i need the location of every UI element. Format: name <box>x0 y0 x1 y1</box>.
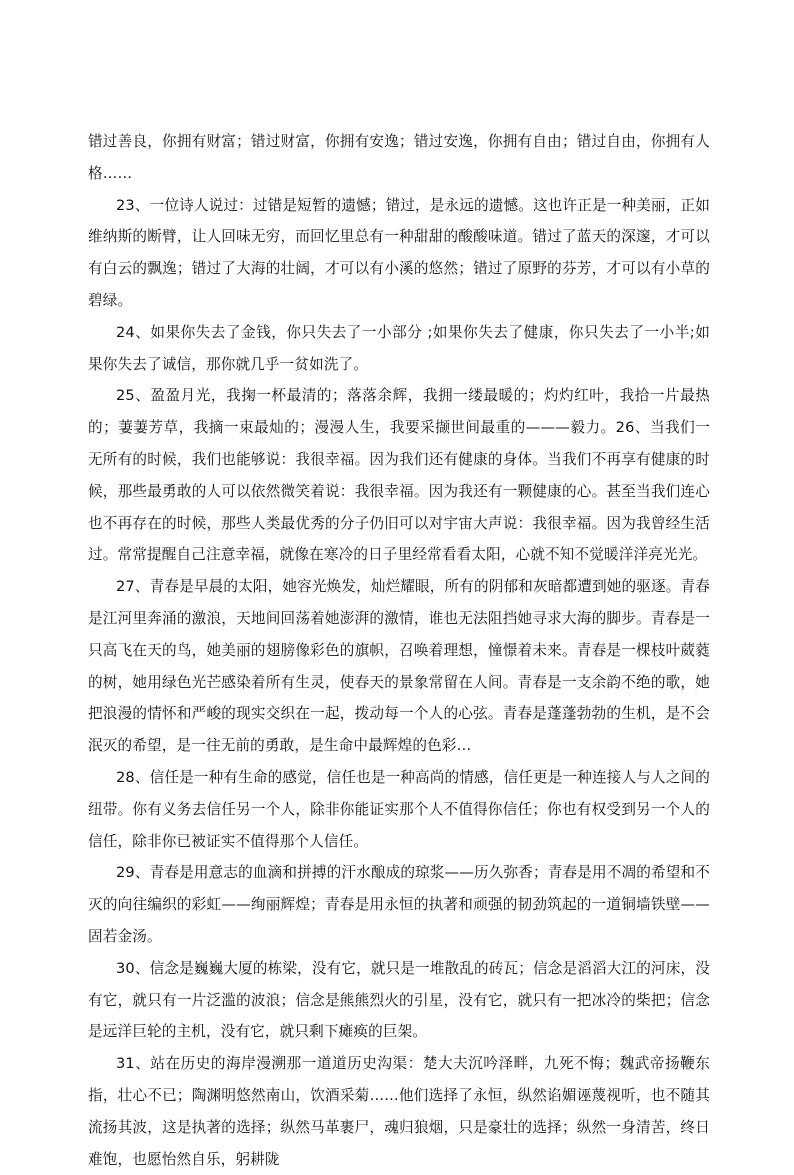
paragraph-continuation: 错过善良，你拥有财富；错过财富，你拥有安逸；错过安逸，你拥有自由；错过自由，你拥有人格…… <box>88 133 710 182</box>
paragraph-31: 31、站在历史的海岸漫溯那一道道历史沟渠：楚大夫沉吟泽畔，九死不悔；魏武帝扬鞭东指，壮心不已；陶渊明悠然南山，饮酒采菊……他们选择了永恒，纵然谄媚诬蔑视听，也不随其流扬其波，这是执著的选择；纵然马革裹尸，魂归狼烟，只是豪壮的选择；纵然一身清苦，终日难饱，也愿怡然自乐，躬耕陇 <box>88 1055 710 1168</box>
paragraph-30: 30、信念是巍巍大厦的栋梁，没有它，就只是一堆散乱的砖瓦；信念是滔滔大江的河床，没有它，就只有一片泛滥的波浪；信念是熊熊烈火的引星，没有它，就只有一把冰冷的柴把；信念是远洋巨轮的主机，没有它，就只剩下瘫痪的巨架。 <box>88 959 710 1041</box>
paragraph-25-26: 25、盈盈月光，我掬一杯最清的；落落余辉，我拥一缕最暖的；灼灼红叶，我拾一片最热的；萋萋芳草，我摘一束最灿的；漫漫人生，我要采撷世间最重的———毅力。26、当我们一无所有的时候，我们也能够说：我很幸福。因为我们还有健康的身体。当我们不再享有健康的时候，那些最勇敢的人可以依然微笑着说：我很幸福。因为我还有一颗健康的心。甚至当我们连心也不再存在的时候，那些人类最优秀的分子仍旧可以对宇宙大声说：我很幸福。因为我曾经生活过。常常提醒自己注意幸福，就像在寒冷的日子里经常看看太阳，心就不知不觉暖洋洋亮光光。 <box>88 387 710 564</box>
document-body <box>88 126 710 1175</box>
paragraph-27: 27、青春是早晨的太阳，她容光焕发，灿烂耀眼，所有的阴郁和灰暗都遭到她的驱逐。青春是江河里奔涌的激浪，天地间回荡着她澎湃的激情，谁也无法阻挡她寻求大海的脚步。青春是一只高飞在天的鸟，她美丽的翅膀像彩色的旗帜，召唤着理想，憧憬着未来。青春是一棵枝叶葳蕤的树，她用绿色光芒感染着所有生灵，使春天的景象常留在人间。青春是一支余韵不绝的歌，她把浪漫的情怀和严峻的现实交织在一起，拨动每一个人的心弦。青春是蓬蓬勃勃的生机，是不会泯灭的希望，是一往无前的勇敢，是生命中最辉煌的色彩… <box>88 578 710 755</box>
paragraph-29: 29、青春是用意志的血滴和拼搏的汗水酿成的琼浆——历久弥香；青春是用不凋的希望和不灭的向往编织的彩虹——绚丽辉煌；青春是用永恒的执著和顽强的韧劲筑起的一道铜墙铁壁——固若金汤。 <box>88 864 710 945</box>
paragraph-28: 28、信任是一种有生命的感觉，信任也是一种高尚的情感，信任更是一种连接人与人之间的纽带。你有义务去信任另一个人，除非你能证实那个人不值得你信任；你也有权受到另一个人的信任，除非你已被证实不值得那个人信任。 <box>88 768 710 850</box>
paragraph-24: 24、如果你失去了金钱，你只失去了一小部分 ;如果你失去了健康，你只失去了一小半;如果你失去了诚信，那你就几乎一贫如洗了。 <box>88 323 710 373</box>
paragraph-23: 23、一位诗人说过：过错是短暂的遗憾；错过，是永远的遗憾。这也许正是一种美丽，正如维纳斯的断臂，让人回味无穷，而回忆里总有一种甜甜的酸酸味道。错过了蓝天的深邃，才可以有白云的飘逸；错过了大海的壮阔，才可以有小溪的悠然；错过了原野的芬芳，才可以有小草的碧绿。 <box>88 196 710 309</box>
